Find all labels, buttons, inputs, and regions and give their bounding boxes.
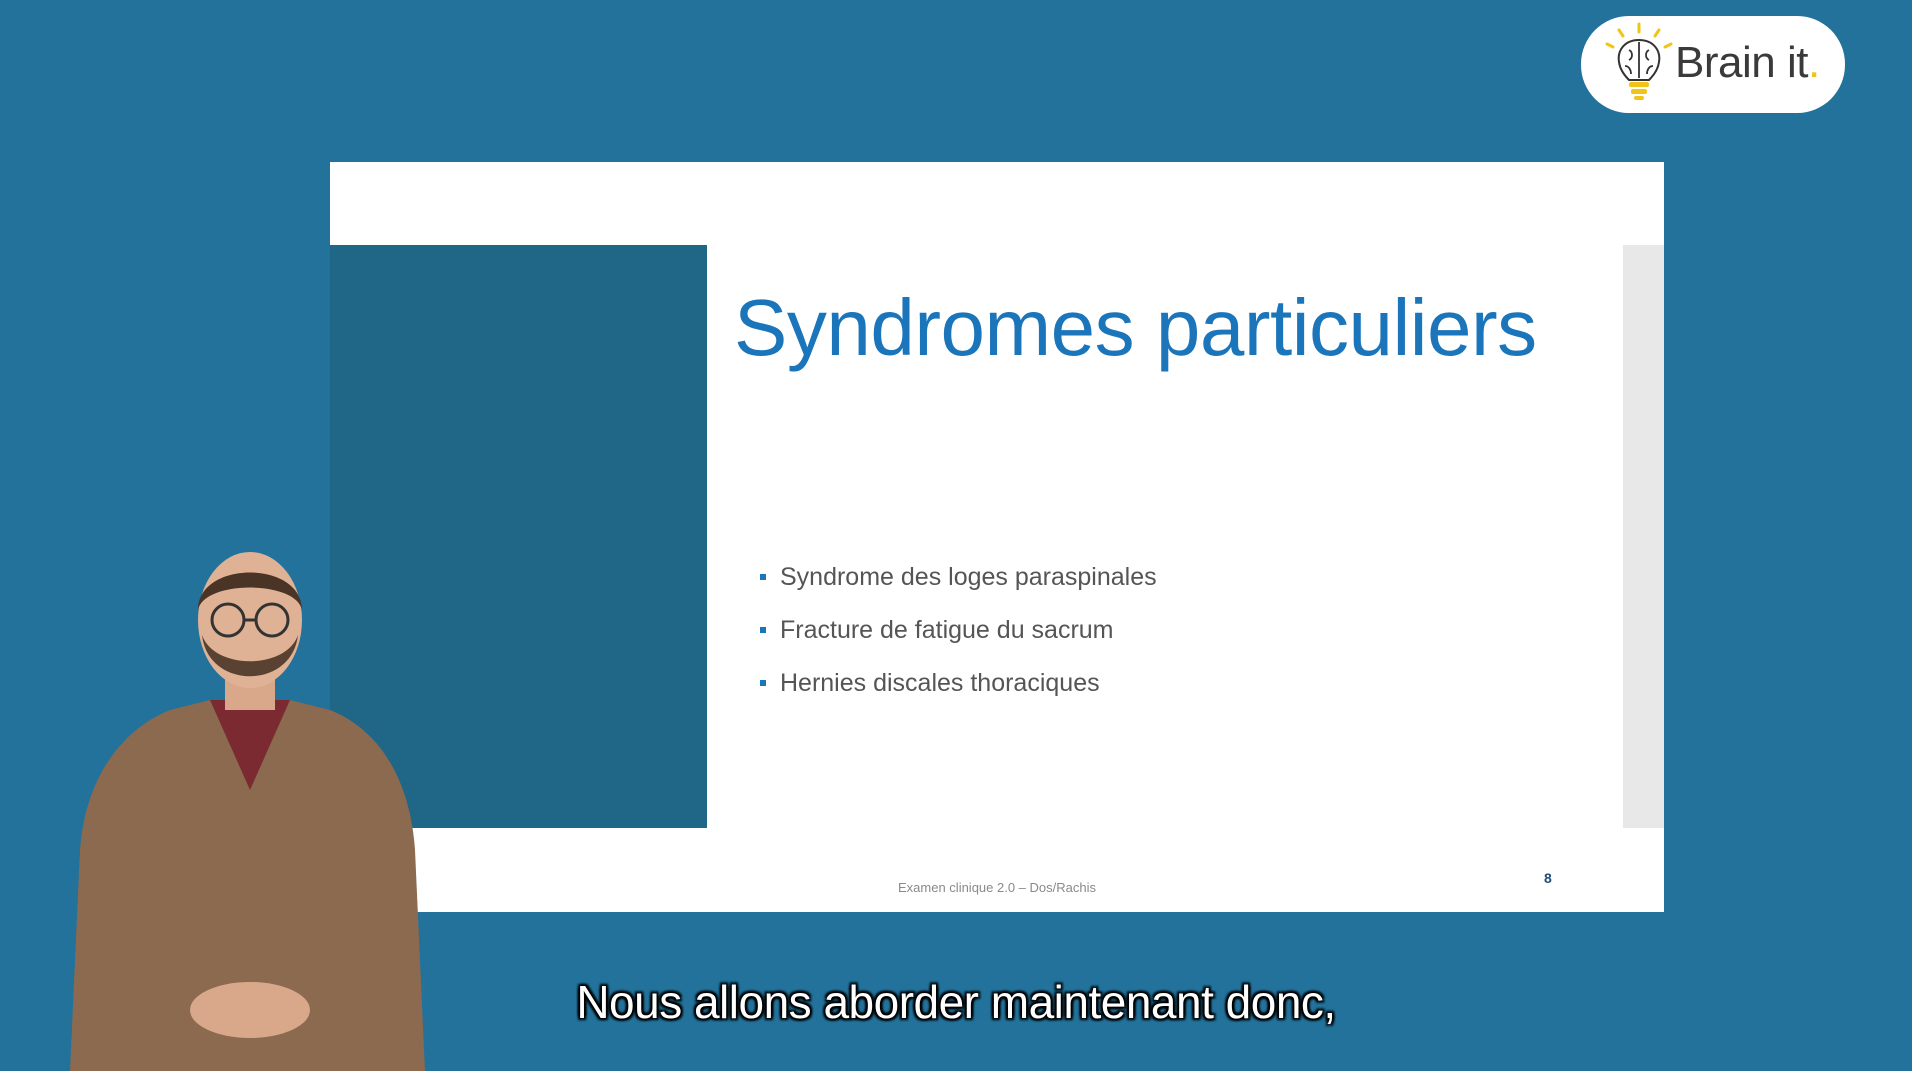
- logo-wordmark: [1675, 38, 1820, 88]
- bullet-item: Syndrome des loges paraspinales: [760, 560, 1157, 613]
- bullet-item: Fracture de fatigue du sacrum: [760, 613, 1157, 666]
- slide-title: Syndromes particuliers: [734, 283, 1537, 372]
- bullet-item: Hernies discales thoraciques: [760, 666, 1157, 719]
- presentation-slide: [330, 162, 1664, 912]
- slide-side-bar: [1623, 245, 1664, 828]
- slide-page-number: 8: [1544, 870, 1552, 886]
- slide-bullet-list: [760, 560, 1157, 719]
- brain-it-logo: [1581, 16, 1845, 113]
- brain-lightbulb-icon: [1601, 20, 1677, 110]
- slide-footer: Examen clinique 2.0 – Dos/Rachis: [898, 880, 1096, 895]
- logo-text: Brain it: [1675, 38, 1808, 87]
- logo-dot: .: [1807, 38, 1820, 87]
- video-subtitle: Nous allons aborder maintenant donc,: [576, 976, 1336, 1028]
